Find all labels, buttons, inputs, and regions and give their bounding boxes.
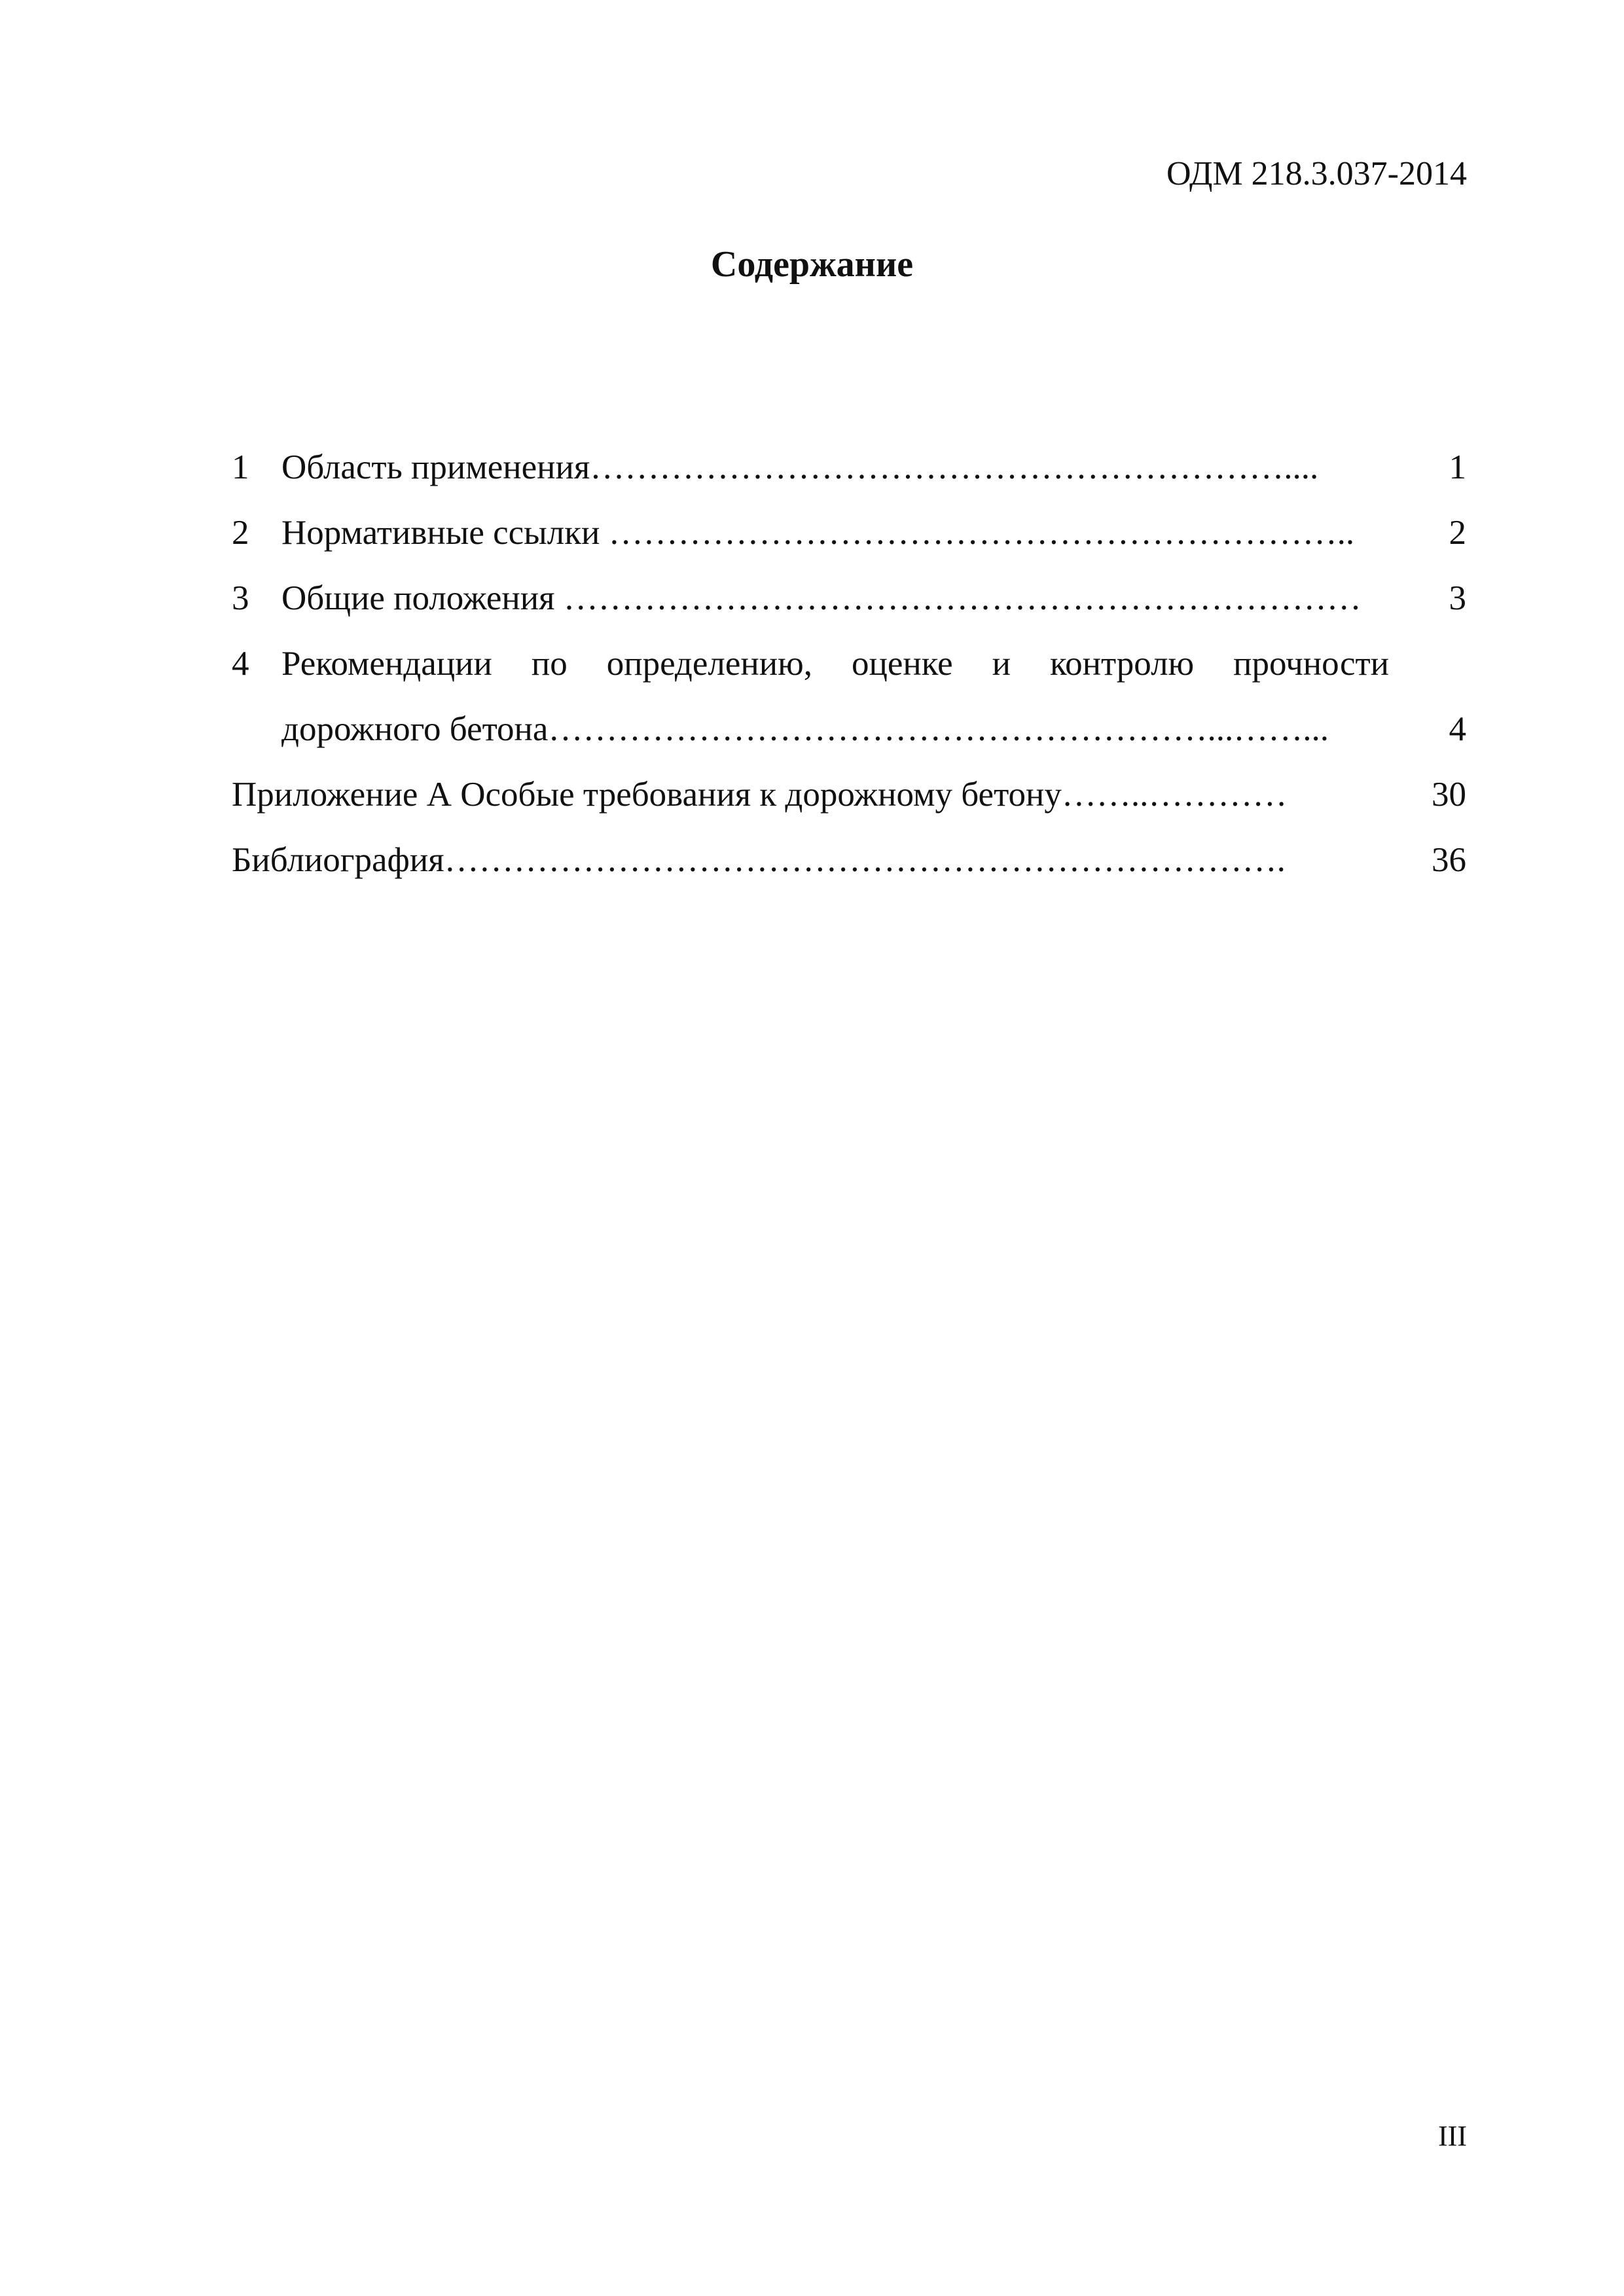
toc-entry-page: 36	[1432, 841, 1466, 879]
toc-entry-scope[interactable]	[232, 435, 1466, 500]
toc-entry-title: Библиография……………………………………………………………….	[232, 841, 1286, 879]
document-code: ОДМ 218.3.037-2014	[1166, 155, 1467, 192]
toc-entry-appendix-a[interactable]	[232, 762, 1466, 827]
toc-entry-number: 4	[232, 645, 249, 683]
toc-entry-normative-references[interactable]	[232, 500, 1466, 565]
toc-entry-title: Нормативные ссылки ………………………………………………………..	[281, 514, 1355, 552]
page-number: III	[1438, 2120, 1467, 2152]
page-title: Содержание	[710, 244, 914, 285]
toc-entry-title-line-1: Рекомендации по определению, оценке и контролю прочности	[281, 645, 1389, 683]
toc-entry-number: 3	[232, 579, 249, 617]
toc-entry-page: 4	[1449, 710, 1466, 748]
toc-entry-general-provisions[interactable]	[232, 565, 1466, 631]
toc-entry-page: 2	[1449, 514, 1466, 552]
toc-entry-recommendations[interactable]	[232, 631, 1466, 762]
toc-entry-number: 1	[232, 448, 249, 486]
toc-entry-number: 2	[232, 514, 249, 552]
toc-entry-title: Общие положения ……………………………………………………………	[281, 579, 1362, 617]
toc-entry-title: Приложение А Особые требования к дорожному бетону……..…………	[232, 776, 1288, 814]
table-of-contents	[232, 435, 1466, 893]
toc-entry-page: 1	[1449, 448, 1466, 486]
toc-entry-page: 3	[1449, 579, 1466, 617]
toc-entry-page: 30	[1432, 776, 1466, 814]
toc-entry-title-line-2: дорожного бетона…………………………………………………...……...	[281, 710, 1329, 748]
toc-entry-title: Область применения……………………………………………………....	[281, 448, 1319, 486]
toc-entry-bibliography[interactable]	[232, 827, 1466, 893]
